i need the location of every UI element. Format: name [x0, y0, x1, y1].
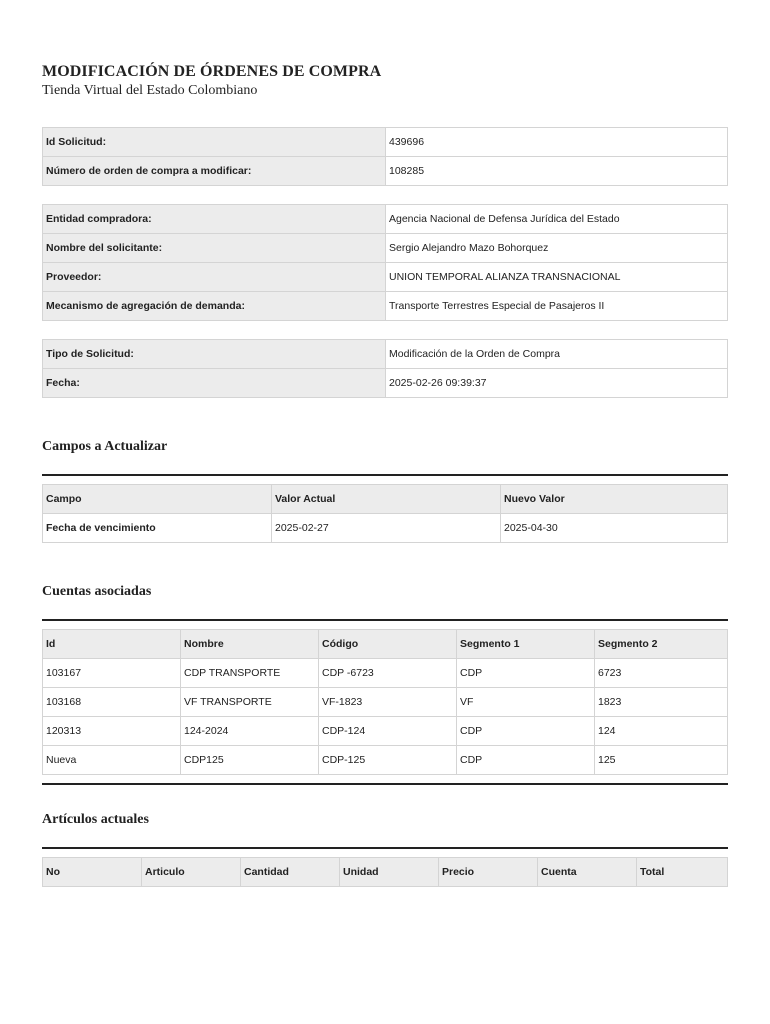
table-cell: 125 [595, 746, 728, 775]
table-cell: CDP [457, 659, 595, 688]
table-header-row [43, 485, 728, 514]
table-row [43, 128, 728, 157]
table-cell: CDP TRANSPORTE [181, 659, 319, 688]
table-cell: 6723 [595, 659, 728, 688]
table-cell: VF TRANSPORTE [181, 688, 319, 717]
table-cell: 103167 [43, 659, 181, 688]
field-label: Tipo de Solicitud: [43, 340, 386, 369]
section-title-articulos: Artículos actuales [42, 812, 149, 827]
field-value: Agencia Nacional de Defensa Jurídica del Estado [386, 205, 728, 234]
table-row [43, 746, 728, 775]
column-header: Nuevo Valor [501, 485, 728, 514]
table-cell: CDP-125 [319, 746, 457, 775]
column-header: Articulo [142, 858, 241, 887]
table-cell: VF-1823 [319, 688, 457, 717]
table-cell: 103168 [43, 688, 181, 717]
table-cell: VF [457, 688, 595, 717]
table-cell: Fecha de vencimiento [43, 514, 272, 543]
campos-table [42, 484, 728, 543]
field-label: Nombre del solicitante: [43, 234, 386, 263]
table-cell: CDP -6723 [319, 659, 457, 688]
column-header: Total [637, 858, 728, 887]
table-row [43, 205, 728, 234]
table-row [43, 292, 728, 321]
section-title-cuentas: Cuentas asociadas [42, 584, 152, 599]
field-label: Proveedor: [43, 263, 386, 292]
document-page [42, 62, 728, 887]
field-label: Número de orden de compra a modificar: [43, 157, 386, 186]
field-label: Id Solicitud: [43, 128, 386, 157]
table-cell: 124-2024 [181, 717, 319, 746]
table-cell: 2025-02-27 [272, 514, 501, 543]
table-cell: 1823 [595, 688, 728, 717]
table-row [43, 157, 728, 186]
table-cell: CDP [457, 746, 595, 775]
table-header-row [43, 630, 728, 659]
cuentas-table [42, 629, 728, 775]
field-value: UNION TEMPORAL ALIANZA TRANSNACIONAL [386, 263, 728, 292]
table-row [43, 688, 728, 717]
table-row [43, 263, 728, 292]
table-cell: CDP-124 [319, 717, 457, 746]
table-row [43, 340, 728, 369]
column-header: No [43, 858, 142, 887]
column-header: Segmento 2 [595, 630, 728, 659]
section-divider [42, 474, 728, 476]
column-header: Unidad [340, 858, 439, 887]
table-cell: Nueva [43, 746, 181, 775]
column-header: Precio [439, 858, 538, 887]
table-cell: 124 [595, 717, 728, 746]
column-header: Nombre [181, 630, 319, 659]
table-row [43, 514, 728, 543]
table-row [43, 717, 728, 746]
column-header: Código [319, 630, 457, 659]
table-header-row [43, 858, 728, 887]
section-divider [42, 847, 728, 849]
column-header: Segmento 1 [457, 630, 595, 659]
table-row [43, 234, 728, 263]
table-row [43, 369, 728, 398]
table-row [43, 659, 728, 688]
field-value: 108285 [386, 157, 728, 186]
request-info-table [42, 127, 728, 186]
field-label: Entidad compradora: [43, 205, 386, 234]
field-label: Mecanismo de agregación de demanda: [43, 292, 386, 321]
column-header: Id [43, 630, 181, 659]
field-label: Fecha: [43, 369, 386, 398]
page-title: MODIFICACIÓN DE ÓRDENES DE COMPRA [42, 63, 382, 80]
field-value: Sergio Alejandro Mazo Bohorquez [386, 234, 728, 263]
field-value: 2025-02-26 09:39:37 [386, 369, 728, 398]
section-title-campos: Campos a Actualizar [42, 439, 168, 454]
articulos-table [42, 857, 728, 887]
table-cell: 2025-04-30 [501, 514, 728, 543]
column-header: Cantidad [241, 858, 340, 887]
parties-table [42, 204, 728, 321]
section-divider [42, 783, 728, 785]
table-cell: 120313 [43, 717, 181, 746]
column-header: Valor Actual [272, 485, 501, 514]
section-divider [42, 619, 728, 621]
table-cell: CDP125 [181, 746, 319, 775]
page-subtitle: Tienda Virtual del Estado Colombiano [42, 83, 258, 98]
field-value: Modificación de la Orden de Compra [386, 340, 728, 369]
table-cell: CDP [457, 717, 595, 746]
column-header: Cuenta [538, 858, 637, 887]
column-header: Campo [43, 485, 272, 514]
field-value: 439696 [386, 128, 728, 157]
field-value: Transporte Terrestres Especial de Pasajeros II [386, 292, 728, 321]
request-meta-table [42, 339, 728, 398]
